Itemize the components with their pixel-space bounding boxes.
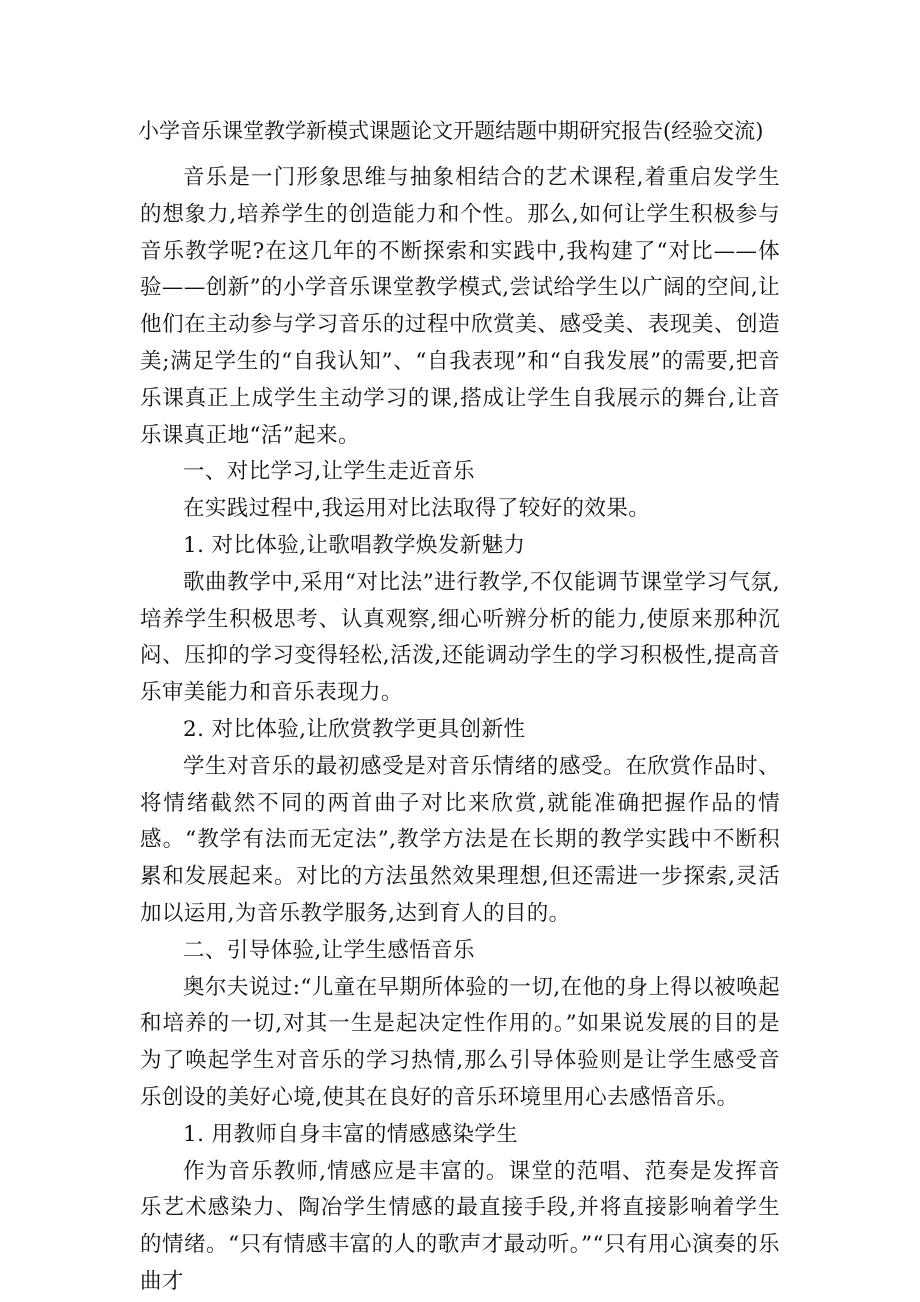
subsection-heading: 1. 用教师自身丰富的情感感染学生: [183, 1121, 519, 1147]
paragraph: 学生对音乐的最初感受是对音乐情绪的感受。在欣赏作品时、将情绪截然不同的两首曲子对比来欣赏,就能准确把握作品的情感。“教学有法而无定法”,教学方法是在长期的教学实践中不断积累和发展起来。对比的方法虽然效果理想,但还需进一步探索,灵活加以运用,为音乐教学服务,达到育人的目的。: [140, 753, 780, 926]
subsection-heading: 1. 对比体验,让歌唱教学焕发新魅力: [183, 532, 526, 558]
paragraph: 歌曲教学中,采用“对比法”进行教学,不仅能调节课堂学习气氛,培养学生积极思考、认真观察,细心听辨分析的能力,使原来那种沉闷、压抑的学习变得轻松,活泼,还能调动学生的学习积极性,提高音乐审美能力和音乐表现力。: [140, 569, 780, 706]
section-heading: 二、引导体验,让学生感悟音乐: [183, 937, 475, 963]
section-heading: 一、对比学习,让学生走近音乐: [183, 459, 475, 485]
subsection-heading: 2. 对比体验,让欣赏教学更具创新性: [183, 716, 526, 742]
document-title: 小学音乐课堂教学新模式课题论文开题结题中期研究报告(经验交流): [138, 119, 764, 143]
paragraph: 音乐是一门形象思维与抽象相结合的艺术课程,着重启发学生的想象力,培养学生的创造能力和个性。那么,如何让学生积极参与音乐教学呢?在这几年的不断探索和实践中,我构建了“对比——体验——创新”的小学音乐课堂教学模式,尝试给学生以广阔的空间,让他们在主动参与学习音乐的过程中欣赏美、感受美、表现美、创造美;满足学生的“自我认知”、“自我表现”和“自我发展”的需要,把音乐课真正上成学生主动学习的课,搭成让学生自我展示的舞台,让音乐课真正地“活”起来。: [140, 165, 780, 448]
paragraph: 作为音乐教师,情感应是丰富的。课堂的范唱、范奏是发挥音乐艺术感染力、陶冶学生情感的最直接手段,并将直接影响着学生的情绪。“只有情感丰富的人的歌声才最动听。”“只有用心演奏的乐曲才: [140, 1158, 780, 1294]
document-body: [140, 160, 780, 1301]
paragraph: 在实践过程中,我运用对比法取得了较好的效果。: [183, 496, 651, 522]
paragraph: 奥尔夫说过:“儿童在早期所体验的一切,在他的身上得以被唤起和培养的一切,对其一生是起决定性作用的。”如果说发展的目的是为了唤起学生对音乐的学习热情,那么引导体验则是让学生感受音乐创设的美好心境,使其在良好的音乐环境里用心去感悟音乐。: [140, 974, 780, 1110]
